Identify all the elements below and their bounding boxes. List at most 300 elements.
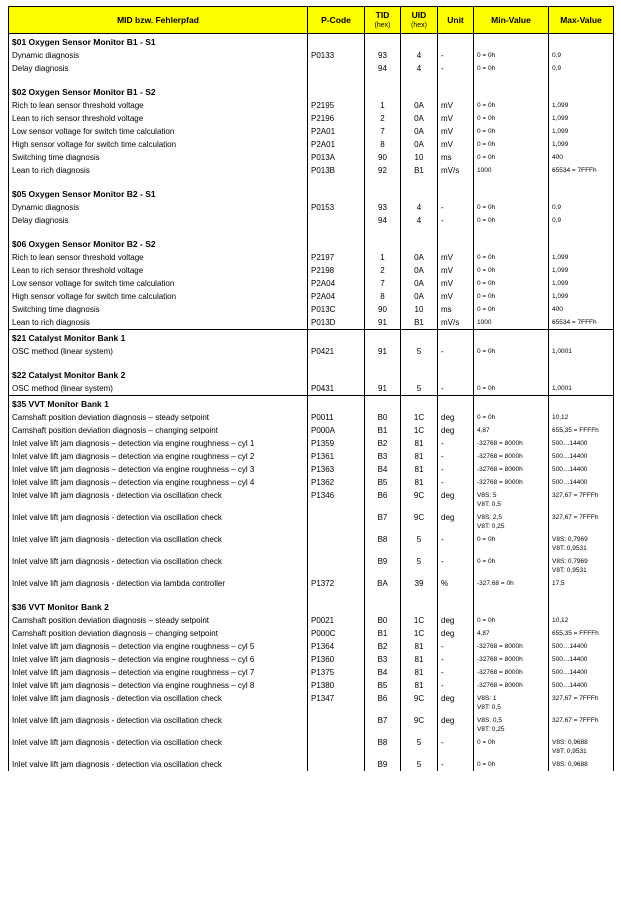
pcode-cell: P1364 <box>308 640 365 653</box>
spacer-cell <box>365 75 401 84</box>
description-cell: Delay diagnosis <box>9 62 308 75</box>
min-cell <box>474 251 549 264</box>
group-header-cell <box>308 599 365 614</box>
min-cell <box>474 151 549 164</box>
max-value: 500…14400 <box>552 656 588 663</box>
min-value-2: V8T: 0,25 <box>477 726 505 733</box>
tid-cell: B7 <box>365 511 401 533</box>
spacer-row <box>9 590 614 599</box>
unit-cell: - <box>438 463 474 476</box>
group-title: $36 VVT Monitor Bank 2 <box>9 599 308 614</box>
min-value-2: V8T: 0,5 <box>477 501 501 508</box>
unit-cell: deg <box>438 411 474 424</box>
tid-cell: BA <box>365 577 401 590</box>
group-header-cell <box>474 34 549 50</box>
header-uid <box>401 7 438 34</box>
table-row <box>9 138 614 151</box>
unit-cell: - <box>438 653 474 666</box>
max-cell <box>549 138 614 151</box>
table-row <box>9 125 614 138</box>
group-title: $01 Oxygen Sensor Monitor B1 - S1 <box>9 34 308 50</box>
table-row <box>9 214 614 227</box>
pcode-cell: P000C <box>308 627 365 640</box>
max-value: 500…14400 <box>552 453 588 460</box>
header-row <box>9 7 614 34</box>
min-value: 4,87 <box>477 630 490 637</box>
uid-cell: 0A <box>401 264 438 277</box>
max-cell <box>549 290 614 303</box>
max-cell <box>549 201 614 214</box>
min-value: 0 = 0h <box>477 217 496 224</box>
table-row <box>9 692 614 714</box>
table-row <box>9 99 614 112</box>
max-cell <box>549 577 614 590</box>
description-cell: Inlet valve lift jam diagnosis – detection via engine roughness – cyl 4 <box>9 476 308 489</box>
min-cell <box>474 345 549 358</box>
uid-cell: 0A <box>401 112 438 125</box>
tid-cell: 90 <box>365 303 401 316</box>
pcode-cell: P0011 <box>308 411 365 424</box>
min-cell <box>474 614 549 627</box>
table-row <box>9 736 614 758</box>
pcode-cell <box>308 511 365 533</box>
spacer-cell <box>308 177 365 186</box>
max-value: 500…14400 <box>552 682 588 689</box>
description-cell: OSC method (linear system) <box>9 382 308 396</box>
uid-cell: 9C <box>401 692 438 714</box>
unit-cell: mV <box>438 290 474 303</box>
max-value: V8S: 0,9688 <box>552 739 588 746</box>
uid-cell: 1C <box>401 411 438 424</box>
max-value: 1,099 <box>552 254 569 261</box>
min-value: 0 = 0h <box>477 102 496 109</box>
max-cell <box>549 758 614 771</box>
unit-cell: - <box>438 666 474 679</box>
header-min: Min-Value <box>474 7 549 34</box>
unit-cell: - <box>438 214 474 227</box>
max-cell <box>549 303 614 316</box>
min-cell <box>474 758 549 771</box>
header-max: Max-Value <box>549 7 614 34</box>
tid-cell: B0 <box>365 614 401 627</box>
min-value: 0 = 0h <box>477 52 496 59</box>
group-title: $02 Oxygen Sensor Monitor B1 - S2 <box>9 84 308 99</box>
tid-cell: 93 <box>365 201 401 214</box>
uid-cell: 5 <box>401 533 438 555</box>
unit-cell: - <box>438 640 474 653</box>
group-header-cell <box>474 599 549 614</box>
uid-cell: 4 <box>401 201 438 214</box>
spacer-row <box>9 358 614 367</box>
description-cell: Inlet valve lift jam diagnosis – detection via engine roughness – cyl 5 <box>9 640 308 653</box>
uid-cell: 10 <box>401 303 438 316</box>
group-header-cell <box>308 330 365 346</box>
min-value-2: V8T: 0,25 <box>477 523 505 530</box>
table-row <box>9 463 614 476</box>
max-value: 10,12 <box>552 414 569 421</box>
description-cell: Low sensor voltage for switch time calculation <box>9 125 308 138</box>
spacer-cell <box>438 227 474 236</box>
pcode-cell: P013B <box>308 164 365 177</box>
unit-cell: mV/s <box>438 316 474 330</box>
description-cell: Camshaft position deviation diagnosis – changing setpoint <box>9 627 308 640</box>
tid-cell: B7 <box>365 714 401 736</box>
group-header-cell <box>438 34 474 50</box>
tid-cell: 92 <box>365 164 401 177</box>
group-header-cell <box>549 84 614 99</box>
description-cell: High sensor voltage for switch time calculation <box>9 290 308 303</box>
table-row <box>9 49 614 62</box>
min-cell <box>474 640 549 653</box>
pcode-cell: P1359 <box>308 437 365 450</box>
group-title: $06 Oxygen Sensor Monitor B2 - S2 <box>9 236 308 251</box>
unit-cell: - <box>438 736 474 758</box>
description-cell: Inlet valve lift jam diagnosis – detection via engine roughness – cyl 2 <box>9 450 308 463</box>
table-row <box>9 345 614 358</box>
min-value: 0 = 0h <box>477 414 496 421</box>
spacer-cell <box>474 177 549 186</box>
max-value: 327,67 = 7FFFh <box>552 717 599 724</box>
spacer-cell <box>474 358 549 367</box>
pcode-cell: P013C <box>308 303 365 316</box>
pcode-cell <box>308 214 365 227</box>
spacer-cell <box>308 227 365 236</box>
spacer-cell <box>365 590 401 599</box>
group-header-cell <box>549 599 614 614</box>
max-value: 1,099 <box>552 293 569 300</box>
description-cell: High sensor voltage for switch time calculation <box>9 138 308 151</box>
spacer-cell <box>9 590 308 599</box>
min-value: 0 = 0h <box>477 204 496 211</box>
max-value: 1,099 <box>552 102 569 109</box>
table-row <box>9 640 614 653</box>
max-value: 500…14400 <box>552 643 588 650</box>
pcode-cell: P2A01 <box>308 138 365 151</box>
min-value: 0 = 0h <box>477 267 496 274</box>
min-value: V8S: 2,5 <box>477 514 502 521</box>
header-tid-label: TID <box>375 9 390 20</box>
table-row <box>9 201 614 214</box>
description-cell: Rich to lean sensor threshold voltage <box>9 251 308 264</box>
spacer-cell <box>549 358 614 367</box>
tid-cell: 8 <box>365 290 401 303</box>
uid-cell: 4 <box>401 49 438 62</box>
max-cell <box>549 62 614 75</box>
max-value: 327,67 = 7FFFh <box>552 695 599 702</box>
uid-cell: 4 <box>401 214 438 227</box>
tid-cell: B1 <box>365 424 401 437</box>
unit-cell: deg <box>438 692 474 714</box>
tid-cell: 1 <box>365 99 401 112</box>
tid-cell: B6 <box>365 692 401 714</box>
tid-cell: B3 <box>365 450 401 463</box>
tid-cell: 94 <box>365 214 401 227</box>
max-value-2: V8T: 0,9531 <box>552 748 587 755</box>
unit-cell: - <box>438 201 474 214</box>
table-row <box>9 653 614 666</box>
max-cell <box>549 345 614 358</box>
spacer-cell <box>401 75 438 84</box>
group-header-cell <box>474 367 549 382</box>
min-cell <box>474 49 549 62</box>
min-cell <box>474 316 549 330</box>
min-cell <box>474 125 549 138</box>
min-cell <box>474 692 549 714</box>
group-header-cell <box>549 330 614 346</box>
min-value: -32768 = 8000h <box>477 479 523 486</box>
description-cell: Switching time diagnosis <box>9 151 308 164</box>
uid-cell: 1C <box>401 627 438 640</box>
min-value: 0 = 0h <box>477 536 496 543</box>
description-cell: Lean to rich sensor threshold voltage <box>9 112 308 125</box>
unit-cell: - <box>438 345 474 358</box>
min-value: V8S: 5 <box>477 492 497 499</box>
group-header-cell <box>438 396 474 412</box>
group-header-cell <box>365 186 401 201</box>
unit-cell: - <box>438 679 474 692</box>
group-header-cell <box>438 599 474 614</box>
min-value: 0 = 0h <box>477 115 496 122</box>
pcode-cell: P2197 <box>308 251 365 264</box>
max-cell <box>549 49 614 62</box>
max-cell <box>549 99 614 112</box>
uid-cell: 81 <box>401 437 438 450</box>
min-cell <box>474 577 549 590</box>
uid-cell: B1 <box>401 164 438 177</box>
table-row <box>9 679 614 692</box>
uid-cell: 0A <box>401 99 438 112</box>
description-cell: Inlet valve lift jam diagnosis – detection via engine roughness – cyl 3 <box>9 463 308 476</box>
group-title: $22 Catalyst Monitor Bank 2 <box>9 367 308 382</box>
pcode-cell: P1347 <box>308 692 365 714</box>
uid-cell: 9C <box>401 714 438 736</box>
description-cell: Lean to rich diagnosis <box>9 316 308 330</box>
header-tid-sub: (hex) <box>374 21 391 29</box>
table-row <box>9 533 614 555</box>
min-cell <box>474 627 549 640</box>
header-pcode: P-Code <box>308 7 365 34</box>
max-value: 10,12 <box>552 617 569 624</box>
spacer-cell <box>308 590 365 599</box>
max-value: V8S: 0,9688 <box>552 761 588 768</box>
min-value: 0 = 0h <box>477 306 496 313</box>
max-cell <box>549 679 614 692</box>
max-cell <box>549 653 614 666</box>
description-cell: Switching time diagnosis <box>9 303 308 316</box>
max-cell <box>549 511 614 533</box>
group-header-cell <box>308 186 365 201</box>
tid-cell: B5 <box>365 679 401 692</box>
tid-cell: 91 <box>365 316 401 330</box>
min-cell <box>474 555 549 577</box>
table-row <box>9 164 614 177</box>
unit-cell: - <box>438 758 474 771</box>
uid-cell: 5 <box>401 736 438 758</box>
group-header-cell <box>365 599 401 614</box>
min-value: -32768 = 8000h <box>477 440 523 447</box>
description-cell: Rich to lean sensor threshold voltage <box>9 99 308 112</box>
group-header-row <box>9 34 614 50</box>
spacer-cell <box>401 358 438 367</box>
spacer-cell <box>549 590 614 599</box>
min-value: -32768 = 8000h <box>477 669 523 676</box>
header-tid <box>365 7 401 34</box>
min-value: -32768 = 8000h <box>477 643 523 650</box>
pcode-cell: P0431 <box>308 382 365 396</box>
max-value: 655,35 = FFFFh <box>552 630 599 637</box>
uid-cell: 81 <box>401 463 438 476</box>
tid-cell: 91 <box>365 382 401 396</box>
max-cell <box>549 555 614 577</box>
group-header-cell <box>474 236 549 251</box>
description-cell: Dynamic diagnosis <box>9 49 308 62</box>
min-value: 0 = 0h <box>477 280 496 287</box>
uid-cell: 9C <box>401 489 438 511</box>
description-cell: Inlet valve lift jam diagnosis - detection via oscillation check <box>9 533 308 555</box>
pcode-cell: P0133 <box>308 49 365 62</box>
group-header-cell <box>308 367 365 382</box>
min-value-2: V8T: 0,5 <box>477 704 501 711</box>
description-cell: Inlet valve lift jam diagnosis - detection via oscillation check <box>9 555 308 577</box>
unit-cell: ms <box>438 151 474 164</box>
max-cell <box>549 264 614 277</box>
min-cell <box>474 476 549 489</box>
spacer-cell <box>438 358 474 367</box>
max-value: 0,9 <box>552 217 562 224</box>
max-cell <box>549 533 614 555</box>
tid-cell: B4 <box>365 463 401 476</box>
max-value: 500…14400 <box>552 669 588 676</box>
uid-cell: 9C <box>401 511 438 533</box>
max-value: 400 <box>552 154 563 161</box>
pcode-cell: P0021 <box>308 614 365 627</box>
table-body <box>9 34 614 772</box>
max-value-2: V8T: 0,9531 <box>552 567 587 574</box>
min-cell <box>474 411 549 424</box>
pcode-cell: P1363 <box>308 463 365 476</box>
uid-cell: 81 <box>401 450 438 463</box>
unit-cell: mV <box>438 277 474 290</box>
uid-cell: 5 <box>401 382 438 396</box>
tid-cell: B1 <box>365 627 401 640</box>
max-cell <box>549 251 614 264</box>
min-cell <box>474 138 549 151</box>
table-row <box>9 112 614 125</box>
min-value: 0 = 0h <box>477 385 496 392</box>
spacer-cell <box>549 227 614 236</box>
group-header-cell <box>365 330 401 346</box>
min-value: 0 = 0h <box>477 141 496 148</box>
max-value: 1,099 <box>552 128 569 135</box>
unit-cell: deg <box>438 614 474 627</box>
uid-cell: 10 <box>401 151 438 164</box>
pcode-cell: P1375 <box>308 666 365 679</box>
min-value: -32768 = 8000h <box>477 453 523 460</box>
max-value: 0,9 <box>552 52 562 59</box>
max-cell <box>549 125 614 138</box>
group-header-cell <box>401 84 438 99</box>
spacer-cell <box>308 75 365 84</box>
group-header-cell <box>549 367 614 382</box>
description-cell: Camshaft position deviation diagnosis – changing setpoint <box>9 424 308 437</box>
unit-cell: - <box>438 437 474 450</box>
max-cell <box>549 112 614 125</box>
spacer-cell <box>438 590 474 599</box>
spacer-cell <box>365 358 401 367</box>
min-cell <box>474 450 549 463</box>
min-cell <box>474 303 549 316</box>
max-cell <box>549 489 614 511</box>
group-header-cell <box>401 396 438 412</box>
tid-cell: B2 <box>365 437 401 450</box>
description-cell: Inlet valve lift jam diagnosis – detection via engine roughness – cyl 6 <box>9 653 308 666</box>
max-value: 500…14400 <box>552 466 588 473</box>
pcode-cell <box>308 62 365 75</box>
unit-cell: - <box>438 476 474 489</box>
group-header-cell <box>549 34 614 50</box>
description-cell: Camshaft position deviation diagnosis – steady setpoint <box>9 614 308 627</box>
pcode-cell: P2198 <box>308 264 365 277</box>
uid-cell: 81 <box>401 653 438 666</box>
max-value: 1,099 <box>552 267 569 274</box>
table-row <box>9 511 614 533</box>
min-value: 0 = 0h <box>477 154 496 161</box>
pcode-cell: P013A <box>308 151 365 164</box>
table-row <box>9 316 614 330</box>
group-header-cell <box>401 236 438 251</box>
uid-cell: B1 <box>401 316 438 330</box>
min-value: 0 = 0h <box>477 558 496 565</box>
spacer-cell <box>474 590 549 599</box>
spacer-cell <box>9 227 308 236</box>
pcode-cell: P2A04 <box>308 290 365 303</box>
min-cell <box>474 164 549 177</box>
max-value: 1,099 <box>552 141 569 148</box>
group-header-row <box>9 599 614 614</box>
min-value: 0 = 0h <box>477 617 496 624</box>
group-header-cell <box>438 367 474 382</box>
pcode-cell <box>308 714 365 736</box>
max-value: V8S: 0,7969 <box>552 536 588 543</box>
tid-cell: 2 <box>365 264 401 277</box>
min-cell <box>474 214 549 227</box>
uid-cell: 0A <box>401 290 438 303</box>
unit-cell: - <box>438 450 474 463</box>
max-value: 1,099 <box>552 115 569 122</box>
max-value: 655,35 = FFFFh <box>552 427 599 434</box>
min-value: V8S: 1 <box>477 695 497 702</box>
group-header-cell <box>438 186 474 201</box>
max-value: 327,67 = 7FFFh <box>552 492 599 499</box>
unit-cell: - <box>438 49 474 62</box>
table-row <box>9 303 614 316</box>
max-cell <box>549 214 614 227</box>
pcode-cell <box>308 533 365 555</box>
description-cell: Inlet valve lift jam diagnosis – detection via engine roughness – cyl 1 <box>9 437 308 450</box>
tid-cell: B9 <box>365 758 401 771</box>
max-cell <box>549 151 614 164</box>
group-header-cell <box>401 186 438 201</box>
min-cell <box>474 264 549 277</box>
tid-cell: B6 <box>365 489 401 511</box>
max-cell <box>549 614 614 627</box>
min-cell <box>474 653 549 666</box>
group-header-cell <box>401 34 438 50</box>
description-cell: Lean to rich diagnosis <box>9 164 308 177</box>
group-header-cell <box>365 236 401 251</box>
max-cell <box>549 450 614 463</box>
spacer-cell <box>549 177 614 186</box>
